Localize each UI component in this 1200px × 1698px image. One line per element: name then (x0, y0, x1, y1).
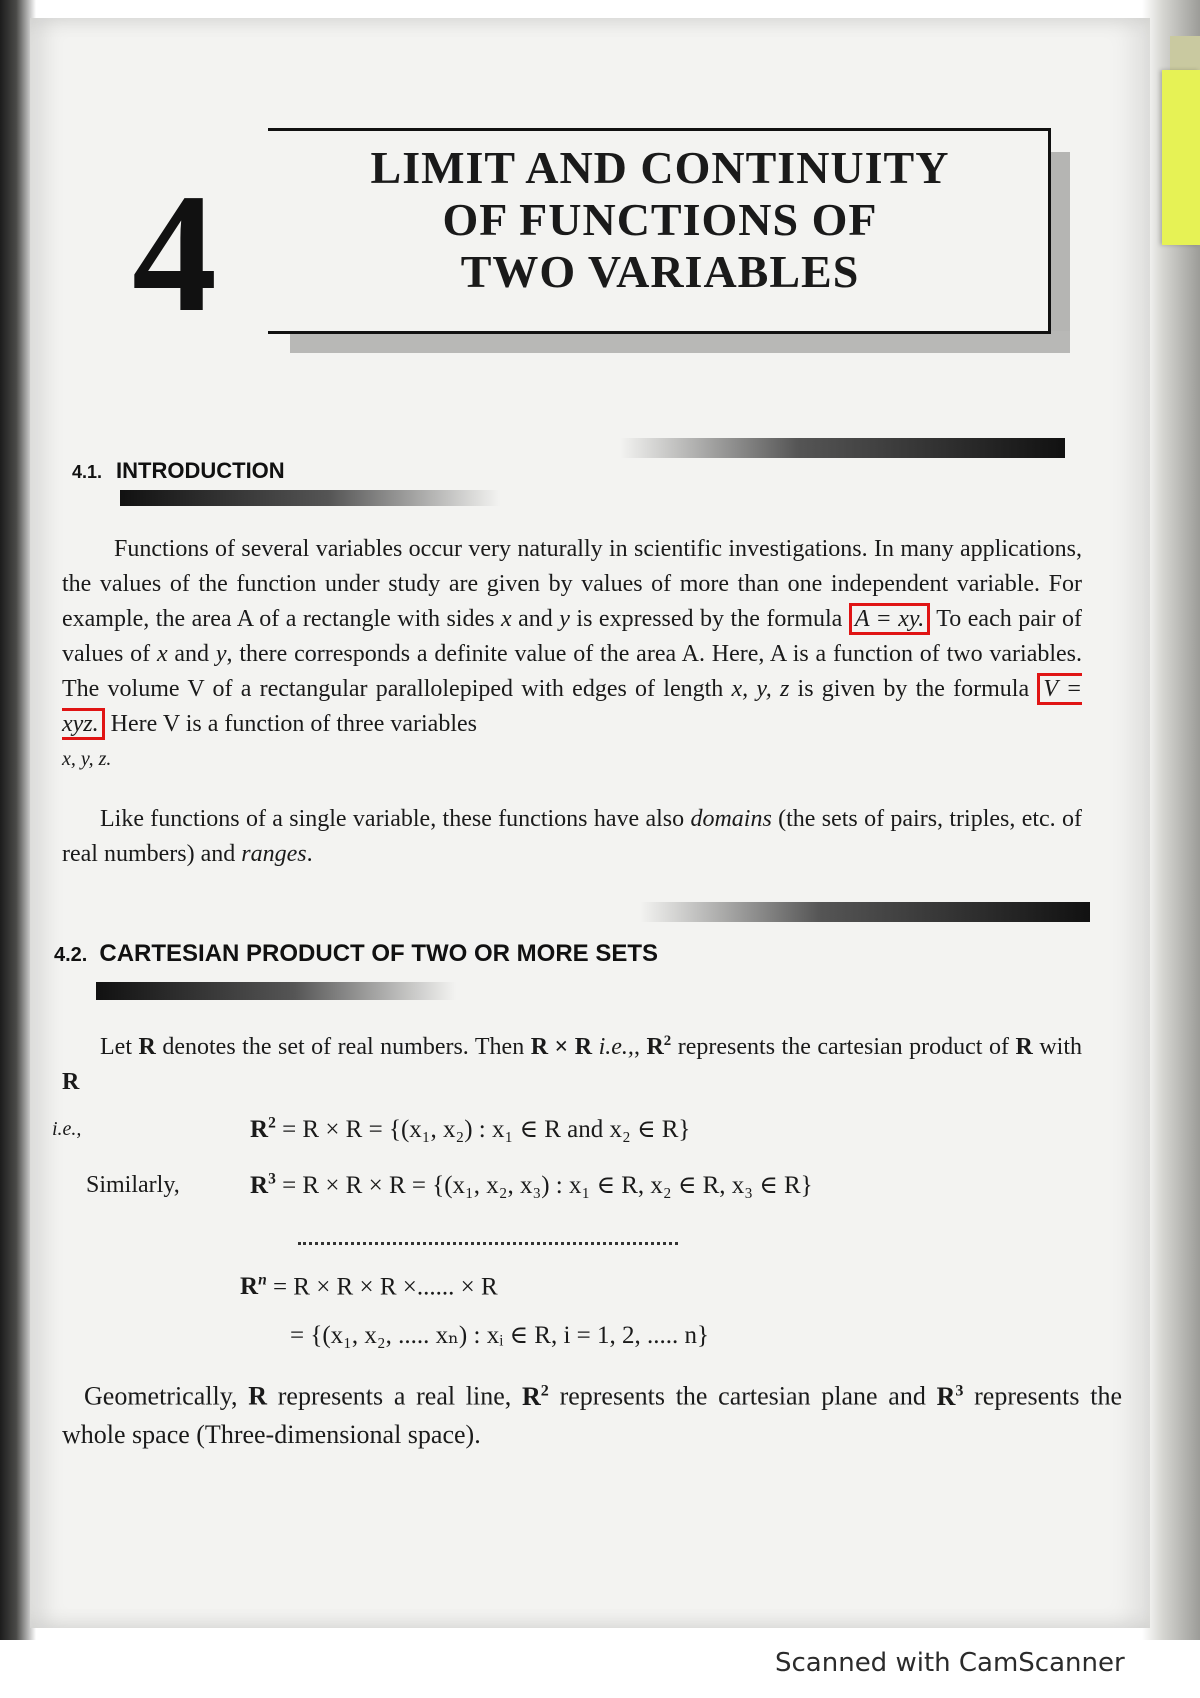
math-var: x (156, 641, 168, 667)
section-heading (72, 458, 285, 484)
text-run: is expressed by the formula (569, 606, 849, 632)
chapter-title-line: LIMIT AND CONTINUITY (370, 142, 950, 193)
section-rule (120, 490, 500, 506)
text-run: Here V is a function of three variables (104, 711, 477, 737)
chapter-title-line: TWO VARIABLES (460, 246, 860, 297)
text-run: denotes the set of real numbers. Then (155, 1034, 531, 1060)
chapter-number: 4 (132, 159, 217, 347)
equation-text: = R × R × R ×...... × R (272, 1273, 498, 1301)
cartesian-paragraph: Let R denotes the set of real numbers. Then R × R i.e.,, $R^2$ represents the cartesian product of R with R (62, 1033, 1083, 1095)
equation-text: = R × R = {(x₁, x₂) : x₁ ∈ R and x₂ ∈ R} (282, 1116, 691, 1143)
text-run: with (1032, 1034, 1083, 1060)
ellipsis-dots (298, 1242, 678, 1245)
text-run: i.e., (598, 1034, 634, 1060)
variables-list: x, y, z. (62, 748, 112, 770)
sticky-note-tab-yellow (1162, 70, 1200, 245)
section-rule (96, 982, 456, 1000)
text-run: represents the whole space (Three-dimensional space). (62, 1381, 1123, 1449)
section-rule (640, 902, 1090, 922)
symbol-R: R (138, 1034, 156, 1060)
highlighted-formula-volume: V = xyz. (62, 673, 1082, 740)
equation-text: = R × R × R = {(x₁, x₂, x₃) : x₁ ∈ R, x₂ ∈ R, x₃ ∈ R} (282, 1172, 813, 1199)
exponent: 2 (663, 1033, 672, 1049)
section-number: 4.1. (72, 462, 103, 482)
text-run: . (306, 841, 313, 867)
text-run: and (167, 641, 216, 667)
symbol-R3: $R^3$ (250, 1170, 276, 1199)
section-heading (54, 940, 658, 968)
scanner-watermark: Scanned with CamScanner (775, 1648, 1125, 1678)
symbol-RxR: R × R (530, 1034, 593, 1060)
highlighted-formula-area: A = xy. (849, 603, 930, 635)
text-run: Let (100, 1034, 139, 1060)
exponent: 3 (955, 1382, 964, 1399)
text-run: Geometrically, (84, 1381, 249, 1411)
text-run: , there corresponds a definite value of the area A. Here, A is a function of two variables. The volume V of a rectangular parallolepiped with edges of length (62, 641, 1083, 702)
text-run: represents the cartesian product of (671, 1034, 1016, 1060)
equation-text: = {(x₁, x₂, ..... xₙ) : xᵢ ∈ R, i = 1, 2, ..... n} (290, 1322, 710, 1349)
symbol-R2 (646, 1034, 671, 1060)
chapter-box-shadow-bottom (290, 331, 1070, 353)
symbol-R3 (937, 1382, 964, 1411)
chapter-title-line: OF FUNCTIONS OF (442, 194, 878, 245)
math-var: y (215, 641, 227, 667)
text-run: is given by the formula (789, 676, 1038, 702)
equation-R3 (250, 1170, 813, 1200)
equation-Rn (240, 1272, 498, 1301)
geometric-paragraph (62, 1372, 1122, 1454)
math-var: y (559, 606, 570, 632)
text-run: (the sets of pairs, triples, etc. of real numbers) and (62, 806, 1082, 867)
text-run: Like functions of a single variable, these functions have also (100, 806, 691, 832)
text-run: To each pair of values of (62, 606, 1083, 667)
symbol-R: R (646, 1034, 664, 1060)
exponent: 2 (540, 1382, 549, 1399)
page-edge (1142, 0, 1200, 1640)
term-domains: domains (690, 806, 772, 832)
section-title: INTRODUCTION (116, 458, 285, 483)
symbol-R: R (522, 1381, 541, 1411)
chapter-box-shadow (1048, 152, 1070, 352)
label-ie: i.e., (52, 1118, 82, 1140)
symbol-R2: $R^2$ (250, 1114, 276, 1143)
equation-R2 (250, 1114, 690, 1144)
section-rule (620, 438, 1065, 458)
intro-paragraph (62, 532, 1082, 777)
text-run: Functions of several variables occur very naturally in scientific investigations. In many applications, the values of the function under study are given by values of more than one independent variable. For example, the area A of a rectangle with sides (62, 536, 1082, 632)
symbol-R: R (936, 1381, 956, 1411)
symbol-R: R (248, 1381, 268, 1411)
chapter-title (330, 142, 990, 298)
symbol-R: R (62, 1069, 80, 1095)
text-run: represents a real line, (267, 1381, 523, 1411)
section-number: 4.2. (54, 944, 88, 966)
text-run: and (511, 606, 560, 632)
section-title: CARTESIAN PRODUCT OF TWO OR MORE SETS (99, 940, 659, 967)
term-ranges: ranges (241, 841, 307, 867)
equation-Rn-set (290, 1320, 709, 1350)
symbol-R: R (1015, 1034, 1033, 1060)
symbol-Rn: $R^n$ (240, 1272, 267, 1301)
symbol-R2 (522, 1382, 549, 1411)
text-run: represents the cartesian plane and (548, 1381, 937, 1411)
math-var: x, y, z (731, 676, 790, 702)
math-var: x (500, 606, 512, 632)
domains-paragraph (62, 802, 1082, 872)
label-similarly: Similarly, (86, 1172, 180, 1198)
